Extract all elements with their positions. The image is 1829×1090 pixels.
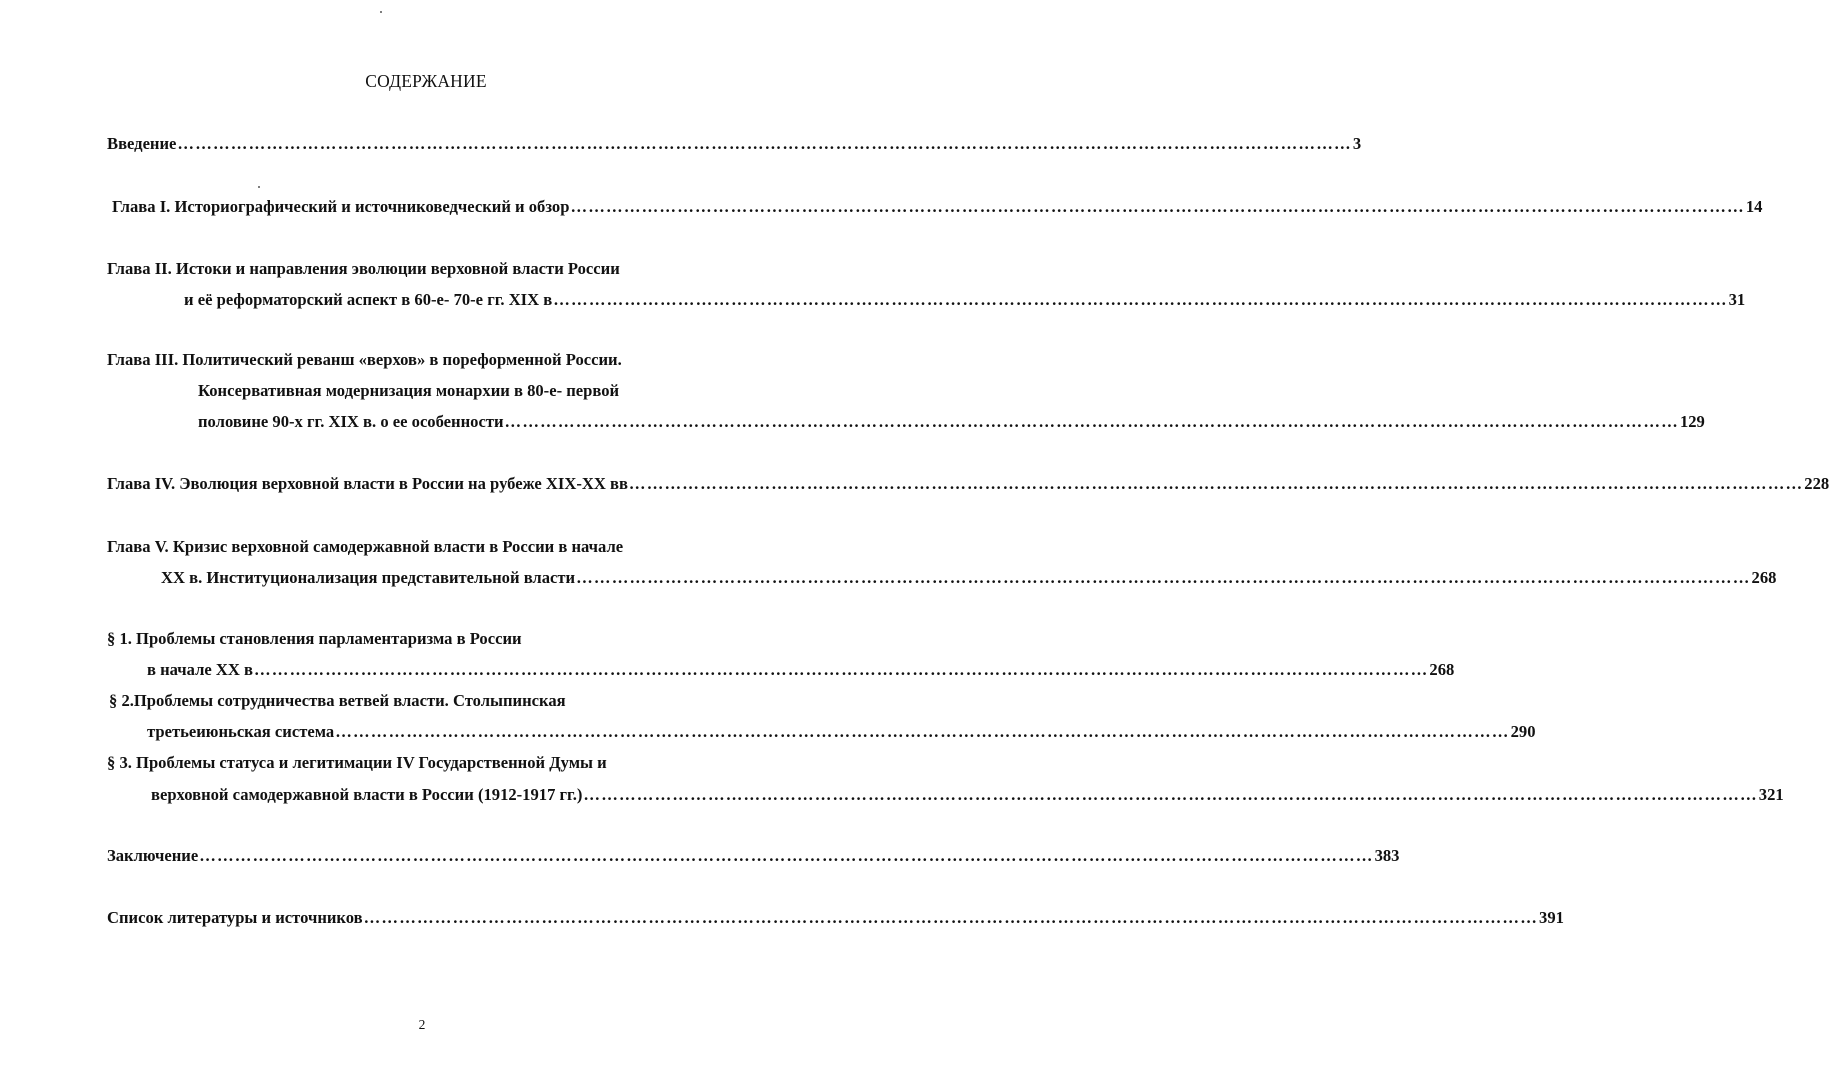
toc-entry-text: Введение <box>107 134 177 153</box>
toc-entry-intro <box>107 134 1362 154</box>
toc-entry-section-1-line-1: § 1. Проблемы становления парламентаризма в России <box>107 629 522 648</box>
leader-dots: ……………………………………………………………………………………………………………………………………………………………………………… <box>363 908 1539 927</box>
toc-entry-chapter-2-line-1: Глава II. Истоки и направления эволюции верховной власти России <box>107 259 620 278</box>
leader-dots: ……………………………………………………………………………………………………………………………………………………………………………… <box>628 474 1804 493</box>
toc-entry-text: третьеиюньская система <box>147 722 335 741</box>
toc-entry-text: в начале XX в <box>147 660 254 679</box>
leader-dots: ……………………………………………………………………………………………………………………………………………………………………………… <box>254 660 1429 679</box>
leader-dots: ……………………………………………………………………………………………………………………………………………………………………………… <box>576 568 1751 587</box>
toc-entry-section-2-line-1: § 2.Проблемы сотрудничества ветвей власти. Столыпинская <box>109 691 566 710</box>
toc-page-number: 391 <box>1539 908 1564 927</box>
leader-dots: ……………………………………………………………………………………………………………………………………………………………………………… <box>570 197 1745 216</box>
toc-entry-text: Заключение <box>107 846 199 865</box>
toc-page-number: 129 <box>1679 412 1705 431</box>
toc-entry-chapter-2-line-2 <box>184 290 1746 310</box>
toc-entry-text: Глава I. Историографический и источниковедческий и обзор <box>112 197 570 216</box>
toc-entry-chapter-3-line-3 <box>198 412 1705 432</box>
leader-dots: ……………………………………………………………………………………………………………………………………………………………………………… <box>177 134 1352 153</box>
page-title: СОДЕРЖАНИЕ <box>365 71 487 91</box>
toc-page-number: 290 <box>1510 722 1536 741</box>
toc-entry-bibliography <box>107 908 1564 928</box>
toc-entry-chapter-3-line-1: Глава III. Политический реванш «верхов» в пореформенной России. <box>107 350 622 369</box>
toc-page-number: 268 <box>1429 660 1455 679</box>
toc-entry-chapter-5-line-1: Глава V. Кризис верховной самодержавной власти в России в начале <box>107 537 624 556</box>
toc-page-number: 268 <box>1751 568 1777 587</box>
toc-entry-text: половине 90-х гг. XIX в. о ее особенности <box>198 412 504 431</box>
toc-page-number: 14 <box>1745 197 1763 216</box>
toc-entry-text: Список литературы и источников <box>107 908 363 927</box>
leader-dots: ……………………………………………………………………………………………………………………………………………………………………………… <box>199 846 1374 865</box>
toc-entry-section-3-line-1: § 3. Проблемы статуса и легитимации IV Государственной Думы и <box>107 753 607 772</box>
scan-speck <box>258 186 260 188</box>
page-number: 2 <box>418 1017 426 1032</box>
toc-entry-section-3-line-2 <box>151 785 1784 805</box>
scan-speck <box>380 11 382 13</box>
toc-entry-conclusion <box>107 846 1400 866</box>
leader-dots: ……………………………………………………………………………………………………………………………………………………………………………… <box>553 290 1728 309</box>
toc-entry-chapter-4 <box>107 474 1829 494</box>
leader-dots: ……………………………………………………………………………………………………………………………………………………………………………… <box>504 412 1679 431</box>
toc-page-number: 3 <box>1352 134 1362 153</box>
toc-entry-chapter-3-line-2: Консервативная модернизация монархии в 80-е- первой <box>198 381 620 400</box>
leader-dots: ……………………………………………………………………………………………………………………………………………………………………………… <box>335 722 1510 741</box>
toc-entry-chapter-1 <box>112 197 1763 217</box>
toc-page-number: 31 <box>1728 290 1746 309</box>
toc-entry-text: и её реформаторский аспект в 60-е- 70-е гг. XIX в <box>184 290 553 309</box>
toc-entry-chapter-5-line-2 <box>161 568 1777 588</box>
toc-entry-section-2-line-2 <box>147 722 1536 742</box>
toc-page-number: 228 <box>1804 474 1829 493</box>
leader-dots: ……………………………………………………………………………………………………………………………………………………………………………… <box>583 785 1758 804</box>
toc-entry-text: Глава IV. Эволюция верховной власти в России на рубеже XIX-XX вв <box>107 474 628 493</box>
toc-entry-section-1-line-2 <box>147 660 1455 680</box>
toc-page-number: 321 <box>1758 785 1784 804</box>
toc-page-number: 383 <box>1374 846 1400 865</box>
toc-entry-text: XX в. Институционализация представительной власти <box>161 568 576 587</box>
toc-entry-text: верховной самодержавной власти в России (1912-1917 гг.) <box>151 785 583 804</box>
